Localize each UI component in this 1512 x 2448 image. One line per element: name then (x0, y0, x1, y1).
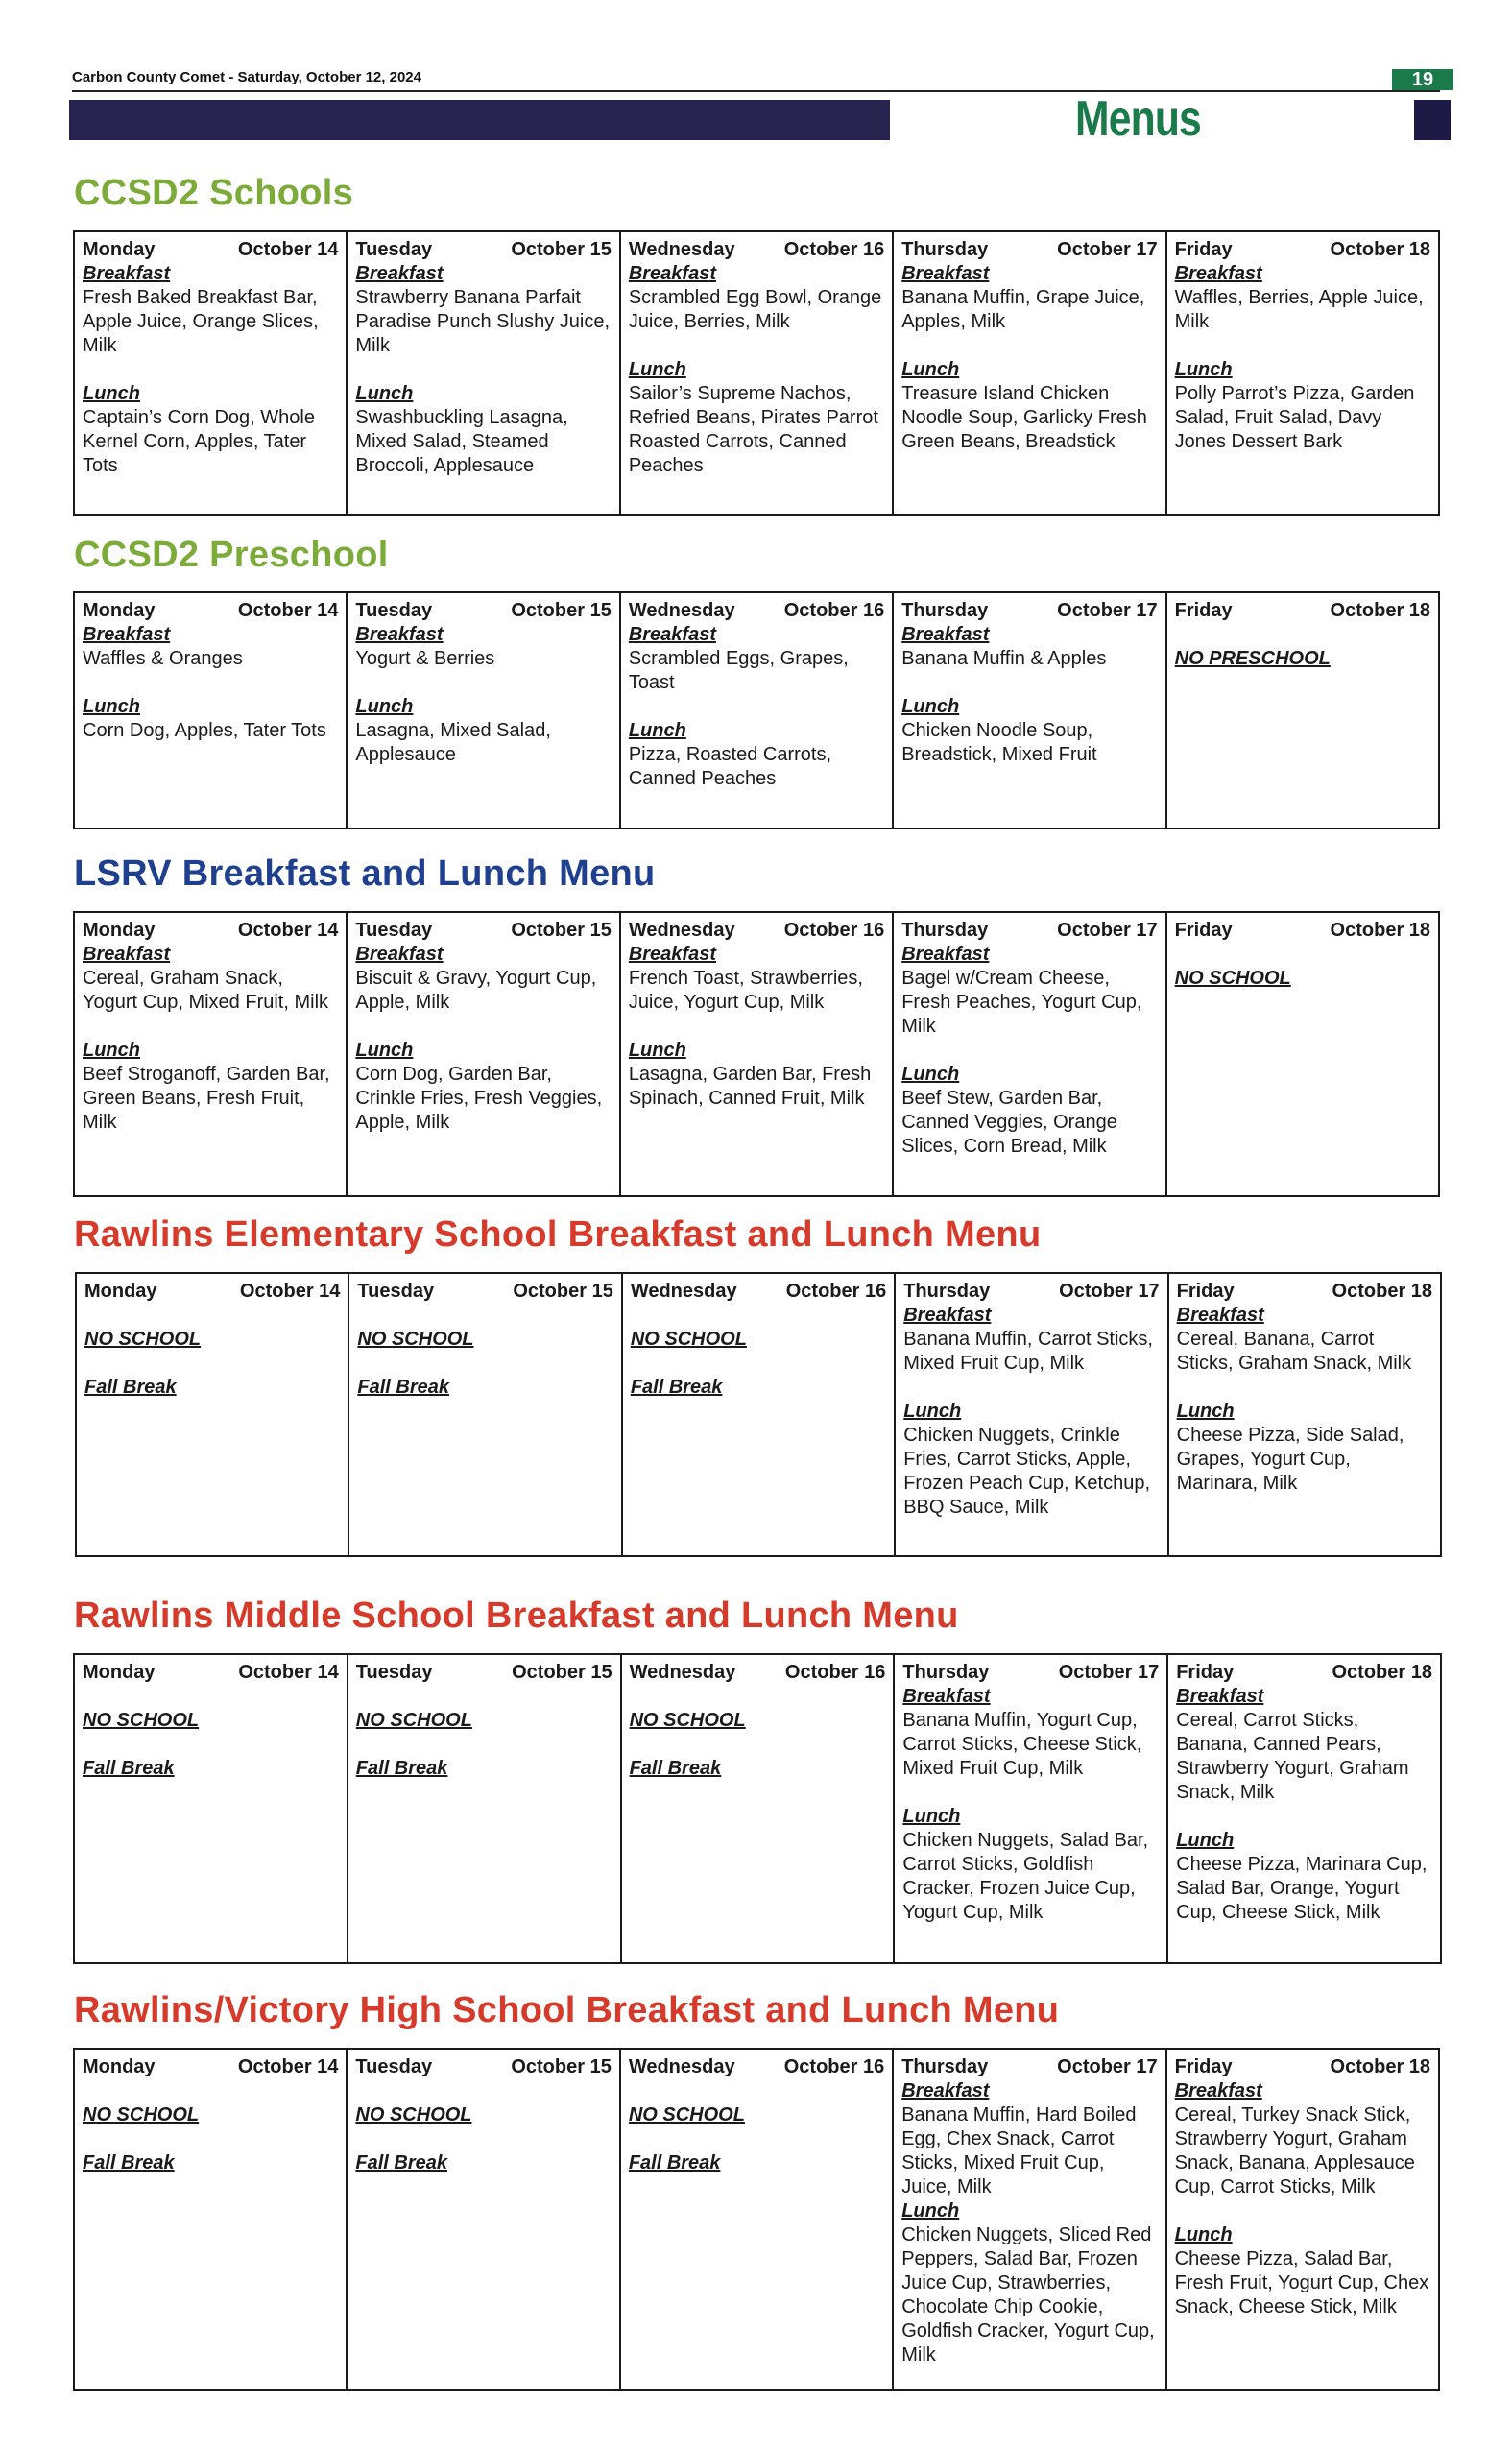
breakfast-label: Breakfast (83, 263, 171, 284)
spacer (629, 695, 884, 719)
day-name: Thursday (901, 239, 989, 260)
menu-table-lsrv (73, 911, 1440, 1197)
lunch-label: Lunch (83, 696, 140, 717)
day-header (629, 919, 884, 943)
breakfast-label: Breakfast (901, 2080, 990, 2101)
lunch-items: Cheese Pizza, Salad Bar, Fresh Fruit, Yogurt Cup, Chex Snack, Cheese Stick, Milk (1174, 2248, 1429, 2317)
day-column-monday (75, 1655, 348, 1962)
spacer (630, 1733, 886, 1757)
breakfast-label: Breakfast (901, 944, 990, 965)
breakfast-items: Cereal, Graham Snack, Yogurt Cup, Mixed Fruit, Milk (83, 968, 329, 1013)
breakfast-items: Bagel w/Cream Cheese, Fresh Peaches, Yogurt Cup, Milk (901, 968, 1142, 1037)
spacer (356, 1733, 612, 1757)
day-column-friday (1169, 1274, 1440, 1555)
day-header (84, 1280, 340, 1304)
day-date: October 18 (1330, 920, 1431, 941)
spacer (83, 1685, 339, 1709)
day-name: Friday (1174, 600, 1233, 621)
day-name: Wednesday (628, 2056, 735, 2077)
day-column-friday (1167, 913, 1438, 1195)
breakfast-label: Breakfast (628, 944, 716, 965)
day-name: Tuesday (355, 920, 433, 941)
day-name: Thursday (901, 2056, 989, 2077)
lunch-items: Chicken Nuggets, Crinkle Fries, Carrot Sticks, Apple, Frozen Peach Cup, Ketchup, BBQ Sauce, Milk (903, 1425, 1151, 1518)
lunch-label: Lunch (901, 696, 960, 717)
day-date: October 14 (237, 239, 339, 260)
closure-note: NO SCHOOL (84, 1329, 202, 1350)
breakfast-label: Breakfast (1176, 1305, 1264, 1326)
day-name: Thursday (902, 1662, 990, 1683)
day-name: Tuesday (355, 239, 433, 260)
day-date: October 16 (784, 1662, 886, 1683)
day-date: October 18 (1330, 600, 1431, 621)
day-name: Monday (84, 1281, 157, 1302)
day-date: October 15 (511, 920, 612, 941)
lunch-items: Cheese Pizza, Marinara Cup, Salad Bar, Orange, Yogurt Cup, Cheese Stick, Milk (1176, 1854, 1428, 1923)
closure-note: NO SCHOOL (355, 1710, 472, 1731)
break-note: Fall Break (355, 1758, 448, 1779)
day-column-thursday (895, 1655, 1168, 1962)
day-column-monday (75, 593, 348, 828)
menu-table-rawlins-victory-high (73, 2048, 1440, 2391)
spacer (355, 2127, 611, 2151)
day-column-wednesday (621, 232, 894, 514)
closure-note: NO SCHOOL (629, 1710, 746, 1731)
day-date: October 17 (1059, 1281, 1160, 1302)
lunch-items: Beef Stroganoff, Garden Bar, Green Beans, Fresh Fruit, Milk (83, 1064, 330, 1133)
day-name: Monday (83, 2056, 156, 2077)
day-name: Tuesday (355, 2056, 433, 2077)
spacer (1176, 1805, 1432, 1829)
day-header (903, 1280, 1159, 1304)
day-name: Thursday (901, 920, 989, 941)
day-name: Wednesday (628, 920, 735, 941)
day-header (83, 1661, 339, 1685)
spacer (903, 1376, 1159, 1400)
day-column-wednesday (621, 2050, 894, 2389)
header-rule (72, 90, 1440, 92)
lunch-label: Lunch (903, 1401, 962, 1422)
day-date: October 16 (783, 239, 885, 260)
day-header (357, 1280, 612, 1304)
day-name: Wednesday (628, 239, 735, 260)
breakfast-items: Scrambled Eggs, Grapes, Toast (628, 648, 849, 693)
spacer (83, 2127, 338, 2151)
section-title-lsrv: LSRV Breakfast and Lunch Menu (74, 853, 656, 894)
day-header (1175, 238, 1430, 262)
breakfast-label: Breakfast (355, 263, 444, 284)
day-column-monday (75, 2050, 348, 2389)
spacer (355, 671, 611, 695)
lunch-label: Lunch (628, 359, 686, 380)
spacer (1177, 1376, 1432, 1400)
navy-banner-square (1414, 100, 1451, 140)
spacer (629, 1015, 884, 1039)
breakfast-label: Breakfast (1174, 2080, 1262, 2101)
masthead: Carbon County Comet - Saturday, October 12, 2024 (72, 69, 421, 85)
day-name: Wednesday (630, 1281, 737, 1302)
day-column-thursday (896, 1274, 1168, 1555)
lunch-items: Lasagna, Garden Bar, Fresh Spinach, Canned Fruit, Milk (628, 1064, 872, 1109)
day-date: October 17 (1057, 920, 1158, 941)
lunch-items: Chicken Noodle Soup, Breadstick, Mixed Fruit (901, 720, 1097, 765)
lunch-label: Lunch (83, 1040, 140, 1061)
lunch-label: Lunch (902, 1806, 961, 1827)
breakfast-items: Strawberry Banana Parfait Paradise Punch Slushy Juice, Milk (355, 287, 610, 356)
day-date: October 14 (237, 600, 339, 621)
day-date: October 16 (783, 600, 885, 621)
break-note: Fall Break (84, 1377, 177, 1398)
breakfast-label: Breakfast (901, 624, 990, 645)
break-note: Fall Break (83, 1758, 175, 1779)
spacer (630, 1685, 886, 1709)
day-column-friday (1167, 2050, 1438, 2389)
lunch-label: Lunch (1174, 359, 1233, 380)
spacer (1175, 623, 1430, 647)
breakfast-label: Breakfast (355, 944, 444, 965)
day-column-tuesday (348, 1655, 622, 1962)
day-column-wednesday (622, 1655, 896, 1962)
day-column-friday (1168, 1655, 1440, 1962)
lunch-items: Captain’s Corn Dog, Whole Kernel Corn, Apples, Tater Tots (83, 407, 315, 476)
closure-note: NO PRESCHOOL (1174, 648, 1331, 669)
breakfast-items: French Toast, Strawberries, Juice, Yogurt Cup, Milk (628, 968, 863, 1013)
lunch-label: Lunch (355, 696, 414, 717)
day-name: Thursday (903, 1281, 991, 1302)
day-column-wednesday (621, 913, 894, 1195)
day-name: Friday (1176, 1281, 1235, 1302)
spacer (83, 2079, 338, 2103)
day-date: October 15 (512, 1662, 612, 1683)
lunch-items: Lasagna, Mixed Salad, Applesauce (355, 720, 551, 765)
day-header (901, 919, 1157, 943)
spacer (902, 1781, 1159, 1805)
menu-table-ccsd2-schools (73, 230, 1440, 516)
closure-note: NO SCHOOL (630, 1329, 747, 1350)
breakfast-items: Banana Muffin, Carrot Sticks, Mixed Fruit Cup, Milk (903, 1329, 1153, 1374)
breakfast-label: Breakfast (902, 1686, 991, 1707)
day-date: October 14 (237, 920, 339, 941)
navy-banner-bar (69, 100, 890, 140)
day-name: Wednesday (628, 600, 735, 621)
day-date: October 17 (1057, 239, 1158, 260)
break-note: Fall Break (357, 1377, 450, 1398)
lunch-label: Lunch (901, 1064, 960, 1085)
breakfast-items: Banana Muffin, Yogurt Cup, Carrot Sticks, Cheese Stick, Mixed Fruit Cup, Milk (902, 1710, 1142, 1779)
page-number: 19 (1392, 69, 1453, 90)
spacer (357, 1352, 612, 1376)
lunch-items: Sailor’s Supreme Nachos, Refried Beans, Pirates Parrot Roasted Carrots, Canned Peaches (628, 383, 878, 476)
breakfast-label: Breakfast (1176, 1686, 1264, 1707)
day-header (355, 919, 611, 943)
day-name: Monday (83, 1662, 156, 1683)
breakfast-label: Breakfast (1174, 263, 1262, 284)
menu-table-rawlins-elementary (75, 1272, 1442, 1557)
day-header (355, 599, 611, 623)
day-column-friday (1167, 232, 1438, 514)
day-header (355, 2055, 611, 2079)
day-name: Tuesday (357, 1281, 435, 1302)
day-header (1177, 1280, 1432, 1304)
spacer (355, 2079, 611, 2103)
menu-table-ccsd2-preschool (73, 591, 1440, 829)
closure-note: NO SCHOOL (83, 1710, 200, 1731)
day-name: Thursday (901, 600, 989, 621)
day-header (83, 919, 338, 943)
section-title-ccsd2-preschool: CCSD2 Preschool (74, 535, 389, 575)
day-name: Friday (1174, 920, 1233, 941)
break-note: Fall Break (630, 1377, 723, 1398)
spacer (631, 1352, 886, 1376)
day-date: October 17 (1057, 600, 1158, 621)
lunch-label: Lunch (901, 359, 960, 380)
spacer (83, 358, 338, 382)
lunch-items: Polly Parrot’s Pizza, Garden Salad, Fruit Salad, Davy Jones Dessert Bark (1174, 383, 1415, 452)
day-name: Monday (83, 600, 156, 621)
breakfast-items: Fresh Baked Breakfast Bar, Apple Juice, Orange Slices, Milk (83, 287, 319, 356)
day-date: October 16 (783, 2056, 885, 2077)
lunch-label: Lunch (1176, 1401, 1235, 1422)
breakfast-items: Banana Muffin, Grape Juice, Apples, Milk (901, 287, 1145, 332)
day-column-tuesday (349, 1274, 622, 1555)
day-column-tuesday (348, 913, 620, 1195)
spacer (355, 358, 611, 382)
day-date: October 18 (1330, 239, 1431, 260)
day-name: Wednesday (629, 1662, 736, 1683)
spacer (84, 1352, 340, 1376)
breakfast-items: Waffles, Berries, Apple Juice, Milk (1174, 287, 1424, 332)
day-column-monday (75, 232, 348, 514)
spacer (901, 334, 1157, 358)
lunch-label: Lunch (628, 720, 686, 741)
spacer (629, 334, 884, 358)
day-name: Monday (83, 239, 156, 260)
lunch-items: Chicken Nuggets, Salad Bar, Carrot Sticks, Goldfish Cracker, Frozen Juice Cup, Yogurt Cup, Milk (902, 1830, 1149, 1923)
spacer (83, 1733, 339, 1757)
spacer (629, 2127, 884, 2151)
day-name: Friday (1174, 2056, 1233, 2077)
page-title: Menus (1075, 91, 1201, 147)
spacer (901, 671, 1157, 695)
breakfast-label: Breakfast (355, 624, 444, 645)
lunch-label: Lunch (901, 2200, 960, 2221)
spacer (629, 2079, 884, 2103)
day-column-wednesday (621, 593, 894, 828)
day-date: October 18 (1330, 2056, 1431, 2077)
closure-note: NO SCHOOL (83, 2104, 200, 2125)
spacer (83, 671, 338, 695)
day-date: October 18 (1332, 1281, 1433, 1302)
day-date: October 15 (513, 1281, 613, 1302)
day-name: Friday (1176, 1662, 1235, 1683)
day-header (1175, 599, 1430, 623)
breakfast-items: Banana Muffin, Hard Boiled Egg, Chex Snack, Carrot Sticks, Mixed Fruit Cup, Juice, Milk (901, 2104, 1137, 2197)
day-column-tuesday (348, 593, 620, 828)
day-header (355, 238, 611, 262)
lunch-items: Beef Stew, Garden Bar, Canned Veggies, Orange Slices, Corn Bread, Milk (901, 1088, 1117, 1157)
spacer (84, 1304, 340, 1328)
lunch-label: Lunch (355, 383, 414, 404)
spacer (355, 1015, 611, 1039)
day-date: October 17 (1058, 1662, 1160, 1683)
lunch-label: Lunch (628, 1040, 686, 1061)
spacer (1175, 2199, 1430, 2223)
breakfast-items: Waffles & Oranges (83, 648, 243, 669)
section-title-rawlins-elementary: Rawlins Elementary School Breakfast and Lunch Menu (74, 1214, 1042, 1255)
breakfast-label: Breakfast (83, 624, 171, 645)
day-header (901, 238, 1157, 262)
day-date: October 15 (511, 2056, 612, 2077)
day-column-thursday (894, 232, 1166, 514)
closure-note: NO SCHOOL (1174, 968, 1291, 989)
breakfast-items: Banana Muffin & Apples (901, 648, 1107, 669)
lunch-items: Corn Dog, Apples, Tater Tots (83, 720, 326, 741)
day-date: October 15 (511, 239, 612, 260)
day-date: October 16 (785, 1281, 887, 1302)
break-note: Fall Break (629, 1758, 722, 1779)
lunch-items: Pizza, Roasted Carrots, Canned Peaches (628, 744, 832, 789)
day-header (630, 1661, 886, 1685)
day-header (631, 1280, 886, 1304)
lunch-items: Corn Dog, Garden Bar, Crinkle Fries, Fresh Veggies, Apple, Milk (355, 1064, 603, 1133)
day-header (83, 599, 338, 623)
section-title-rawlins-victory-high: Rawlins/Victory High School Breakfast and Lunch Menu (74, 1990, 1060, 2030)
breakfast-items: Cereal, Banana, Carrot Sticks, Graham Snack, Milk (1176, 1329, 1412, 1374)
day-date: October 18 (1332, 1662, 1432, 1683)
day-header (356, 1661, 612, 1685)
day-header (629, 2055, 884, 2079)
spacer (901, 1039, 1157, 1063)
lunch-label: Lunch (83, 383, 140, 404)
menu-table-rawlins-middle (73, 1653, 1442, 1964)
breakfast-label: Breakfast (628, 624, 716, 645)
spacer (357, 1304, 612, 1328)
lunch-label: Lunch (355, 1040, 414, 1061)
day-date: October 15 (511, 600, 612, 621)
breakfast-items: Cereal, Carrot Sticks, Banana, Canned Pears, Strawberry Yogurt, Graham Snack, Milk (1176, 1710, 1409, 1803)
day-column-friday (1167, 593, 1438, 828)
day-date: October 14 (238, 1662, 339, 1683)
day-header (83, 238, 338, 262)
day-column-thursday (894, 2050, 1166, 2389)
section-title-ccsd2-schools: CCSD2 Schools (74, 173, 354, 213)
day-header (1176, 1661, 1432, 1685)
day-name: Monday (83, 920, 156, 941)
breakfast-items: Yogurt & Berries (355, 648, 495, 669)
day-header (1175, 2055, 1430, 2079)
day-column-thursday (894, 913, 1166, 1195)
spacer (631, 1304, 886, 1328)
day-header (83, 2055, 338, 2079)
breakfast-items: Biscuit & Gravy, Yogurt Cup, Apple, Milk (355, 968, 597, 1013)
day-header (1175, 919, 1430, 943)
closure-note: NO SCHOOL (357, 1329, 474, 1350)
day-header (901, 2055, 1157, 2079)
spacer (1175, 334, 1430, 358)
lunch-items: Swashbuckling Lasagna, Mixed Salad, Steamed Broccoli, Applesauce (355, 407, 568, 476)
day-column-tuesday (348, 2050, 620, 2389)
spacer (83, 1015, 338, 1039)
day-column-tuesday (348, 232, 620, 514)
day-date: October 14 (237, 2056, 339, 2077)
lunch-label: Lunch (1176, 1830, 1235, 1851)
breakfast-label: Breakfast (901, 263, 990, 284)
day-column-thursday (894, 593, 1166, 828)
breakfast-label: Breakfast (903, 1305, 992, 1326)
breakfast-items: Cereal, Turkey Snack Stick, Strawberry Yogurt, Graham Snack, Banana, Applesauce Cup, Carrot Sticks, Milk (1174, 2104, 1415, 2197)
day-header (629, 599, 884, 623)
lunch-items: Treasure Island Chicken Noodle Soup, Garlicky Fresh Green Beans, Breadstick (901, 383, 1147, 452)
day-name: Tuesday (355, 600, 433, 621)
break-note: Fall Break (628, 2152, 721, 2173)
day-header (902, 1661, 1159, 1685)
breakfast-label: Breakfast (83, 944, 171, 965)
lunch-items: Chicken Nuggets, Sliced Red Peppers, Salad Bar, Frozen Juice Cup, Strawberries, Chocolate Chip Cookie, Goldfish Cracker, Yogurt Cup, Milk (901, 2224, 1155, 2365)
closure-note: NO SCHOOL (628, 2104, 745, 2125)
day-column-wednesday (623, 1274, 896, 1555)
break-note: Fall Break (83, 2152, 175, 2173)
break-note: Fall Break (355, 2152, 448, 2173)
day-date: October 14 (239, 1281, 341, 1302)
day-column-monday (75, 913, 348, 1195)
day-header (901, 599, 1157, 623)
lunch-label: Lunch (1174, 2224, 1233, 2245)
day-date: October 16 (783, 920, 885, 941)
lunch-items: Cheese Pizza, Side Salad, Grapes, Yogurt Cup, Marinara, Milk (1176, 1425, 1404, 1494)
breakfast-items: Scrambled Egg Bowl, Orange Juice, Berries, Milk (628, 287, 882, 332)
day-name: Friday (1174, 239, 1233, 260)
section-title-rawlins-middle: Rawlins Middle School Breakfast and Lunch Menu (74, 1596, 959, 1636)
closure-note: NO SCHOOL (355, 2104, 472, 2125)
day-date: October 17 (1057, 2056, 1158, 2077)
day-name: Tuesday (355, 1662, 433, 1683)
day-header (629, 238, 884, 262)
breakfast-label: Breakfast (628, 263, 716, 284)
spacer (356, 1685, 612, 1709)
day-column-monday (77, 1274, 349, 1555)
spacer (1175, 943, 1430, 967)
